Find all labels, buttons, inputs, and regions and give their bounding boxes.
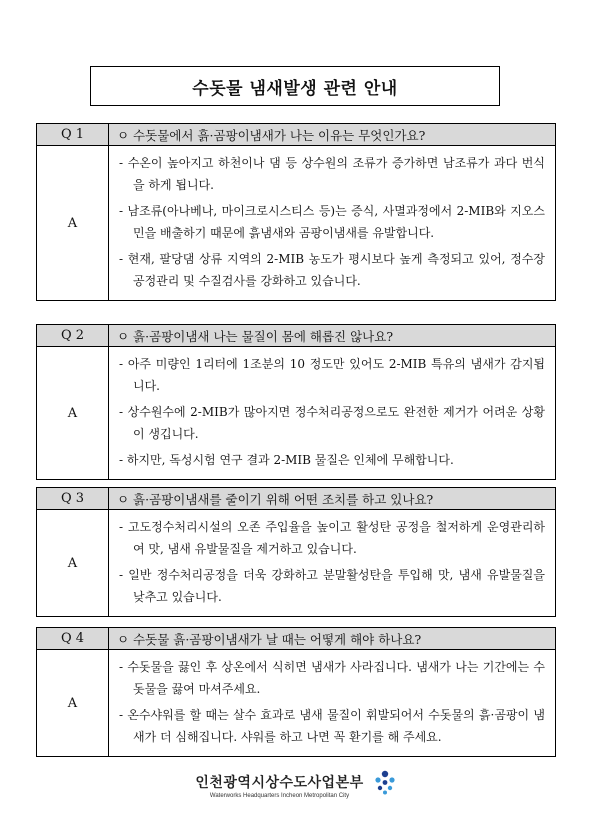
question-row <box>37 488 556 510</box>
org-name-korean: 인천광역시상수도사업본부 <box>195 775 364 791</box>
answer-row <box>37 650 556 757</box>
question-label: Q 1 <box>37 124 109 146</box>
answer-item: - 수돗물을 끓인 후 상온에서 식히면 냄새가 사라집니다. 냄새가 나는 기간에는 수돗물을 끓여 마셔주세요. <box>119 660 545 696</box>
incheon-city-logo-icon <box>372 770 398 800</box>
answer-item: - 남조류(아나베나, 마이크로시스티스 등)는 증식, 사멸과정에서 2-MIB와 지오스민을 배출하기 때문에 흙냄새와 곰팡이냄새를 유발합니다. <box>119 204 545 240</box>
question-text: ㅇ 수돗물 흙·곰팡이냄새가 날 때는 어떻게 해야 하나요? <box>109 628 556 650</box>
answer-row <box>37 347 556 480</box>
question-text: ㅇ 흙·곰팡이냄새를 줄이기 위해 어떤 조치를 하고 있나요? <box>109 488 556 510</box>
answer-label: A <box>37 146 109 301</box>
answer-item: - 고도정수처리시설의 오존 주입율을 높이고 활성탄 공정을 철저하게 운영관리하여 맛, 냄새 유발물질을 제거하고 있습니다. <box>119 520 545 556</box>
question-text: ㅇ 수돗물에서 흙·곰팡이냄새가 나는 이유는 무엇인가요? <box>109 124 556 146</box>
answer-item: - 일반 정수처리공정을 더욱 강화하고 분말활성탄을 투입해 맛, 냄새 유발물질을 낮추고 있습니다. <box>119 568 545 604</box>
org-name-block <box>195 772 363 799</box>
answer-item: - 현재, 팔당댐 상류 지역의 2-MIB 농도가 평시보다 높게 측정되고 있어, 정수장 공정관리 및 수질검사를 강화하고 있습니다. <box>119 252 545 288</box>
page-title: 수돗물 냄새발생 관련 안내 <box>90 66 500 106</box>
answer-body <box>109 650 556 757</box>
answer-row <box>37 510 556 617</box>
question-label: Q 3 <box>37 488 109 510</box>
footer <box>0 772 593 800</box>
qa-section-4 <box>36 627 556 757</box>
answer-label: A <box>37 510 109 617</box>
answer-body <box>109 347 556 480</box>
question-row <box>37 124 556 146</box>
qa-section-3 <box>36 487 556 617</box>
org-name-english: Waterworks Headquarters Incheon Metropolitan City <box>209 793 350 799</box>
answer-label: A <box>37 650 109 757</box>
answer-item: - 상수원수에 2-MIB가 많아지면 정수처리공정으로도 완전한 제거가 어려운 상황이 생깁니다. <box>119 405 545 441</box>
answer-item: - 온수샤워를 할 때는 살수 효과로 냄새 물질이 휘발되어서 수돗물의 흙·곰팡이 냄새가 더 심해집니다. 샤워를 하고 나면 꼭 환기를 해 주세요. <box>119 708 545 744</box>
answer-body <box>109 510 556 617</box>
question-text: ㅇ 흙·곰팡이냄새 나는 물질이 몸에 해롭진 않나요? <box>109 325 556 347</box>
answer-item: - 아주 미량인 1리터에 1조분의 10 정도만 있어도 2-MIB 특유의 냄새가 감지됩니다. <box>119 357 545 393</box>
answer-body <box>109 146 556 301</box>
answer-row <box>37 146 556 301</box>
answer-label: A <box>37 347 109 480</box>
qa-section-1 <box>36 123 556 301</box>
question-label: Q 2 <box>37 325 109 347</box>
answer-item: - 수온이 높아지고 하천이나 댐 등 상수원의 조류가 증가하면 남조류가 과다 번식을 하게 됩니다. <box>119 156 545 192</box>
question-label: Q 4 <box>37 628 109 650</box>
answer-item: - 하지만, 독성시험 연구 결과 2-MIB 물질은 인체에 무해합니다. <box>119 453 454 467</box>
question-row <box>37 628 556 650</box>
qa-section-2 <box>36 324 556 480</box>
question-row <box>37 325 556 347</box>
